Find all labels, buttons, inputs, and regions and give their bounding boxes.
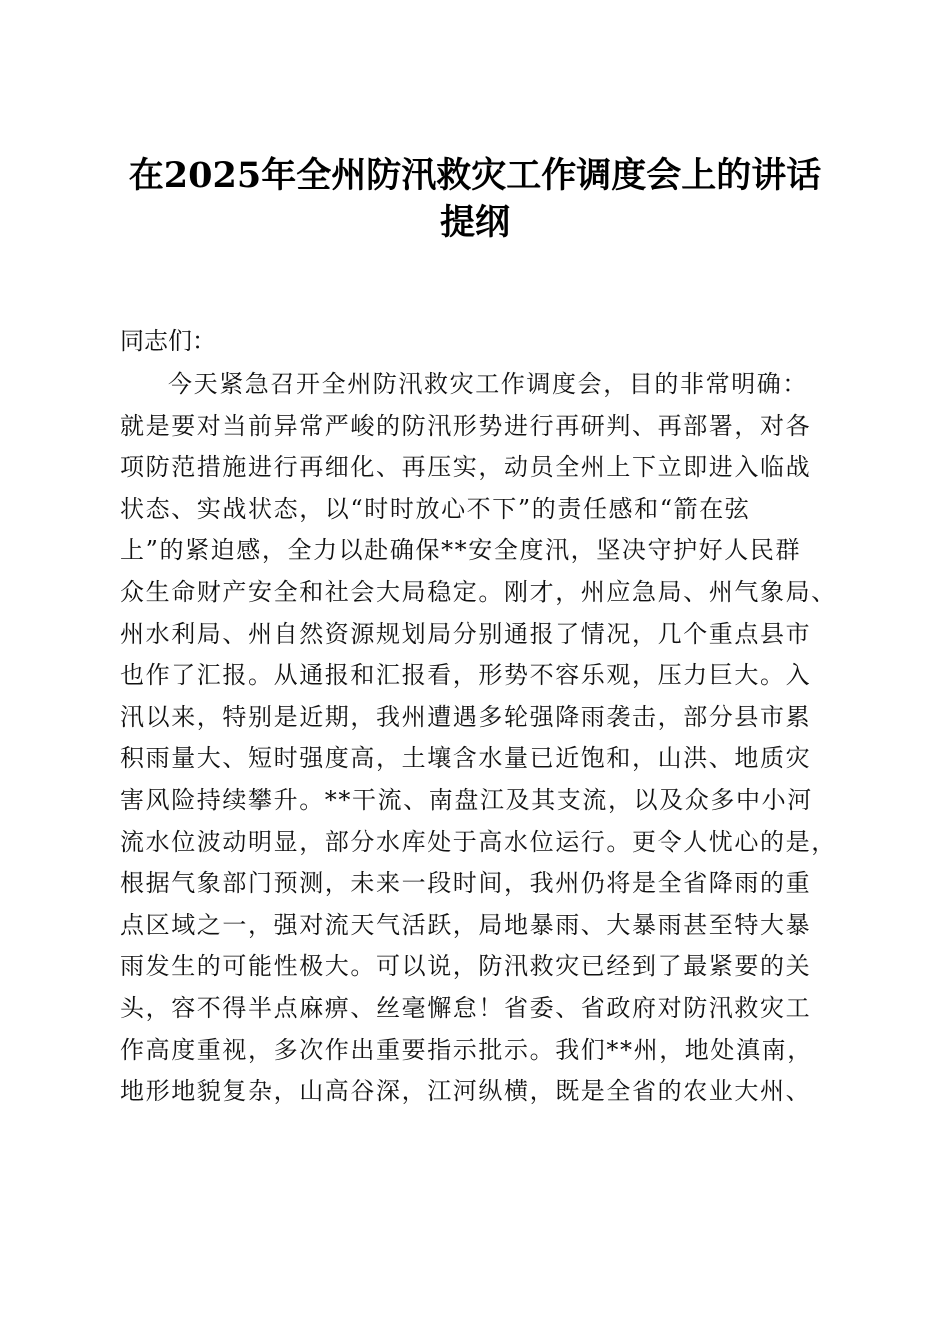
title-line-1: 在2025年全州防汛救灾工作调度会上的讲话 bbox=[128, 155, 822, 196]
paragraph-line: 点区域之一，强对流天气活跃，局地暴雨、大暴雨甚至特大暴 bbox=[120, 910, 812, 939]
paragraph-line: 积雨量大、短时强度高，土壤含水量已近饱和，山洪、地质灾 bbox=[120, 744, 812, 773]
paragraph-line: 众生命财产安全和社会大局稳定。刚才，州应急局、州气象局、 bbox=[120, 577, 837, 606]
title-line-2: 提纲 bbox=[439, 202, 510, 243]
salutation: 同志们： bbox=[120, 327, 216, 355]
paragraph-line: 也作了汇报。从通报和汇报看，形势不容乐观，压力巨大。入 bbox=[120, 661, 812, 690]
paragraph-line: 州水利局、州自然资源规划局分别通报了情况，几个重点县市 bbox=[120, 619, 812, 648]
document-title bbox=[110, 152, 840, 246]
body-paragraph bbox=[120, 364, 840, 1113]
paragraph-line: 上”的紧迫感，全力以赴确保**安全度汛，坚决守护好人民群 bbox=[120, 536, 802, 565]
paragraph-line: 雨发生的可能性极大。可以说，防汛救灾已经到了最紧要的关 bbox=[120, 952, 812, 981]
paragraph-line: 害风险持续攀升。**干流、南盘江及其支流，以及众多中小河 bbox=[120, 785, 813, 814]
paragraph-line: 地形地貌复杂，山高谷深，江河纵横，既是全省的农业大州、 bbox=[120, 1077, 812, 1106]
paragraph-line: 就是要对当前异常严峻的防汛形势进行再研判、再部署，对各 bbox=[120, 411, 812, 440]
paragraph-line: 流水位波动明显，部分水库处于高水位运行。更令人忧心的是， bbox=[120, 827, 837, 856]
paragraph-line: 状态、实战状态，以“时时放心不下”的责任感和“箭在弦 bbox=[120, 494, 751, 523]
paragraph-line: 根据气象部门预测，未来一段时间，我州仍将是全省降雨的重 bbox=[120, 869, 812, 898]
paragraph-line: 今天紧急召开全州防汛救灾工作调度会，目的非常明确： bbox=[168, 370, 808, 398]
paragraph-line: 头，容不得半点麻痹、丝毫懈怠！省委、省政府对防汛救灾工 bbox=[120, 993, 812, 1022]
paragraph-line: 作高度重视，多次作出重要指示批示。我们**州，地处滇南， bbox=[120, 1035, 813, 1064]
paragraph-line: 汛以来，特别是近期，我州遭遇多轮强降雨袭击，部分县市累 bbox=[120, 702, 812, 731]
paragraph-line: 项防范措施进行再细化、再压实，动员全州上下立即进入临战 bbox=[120, 453, 812, 482]
